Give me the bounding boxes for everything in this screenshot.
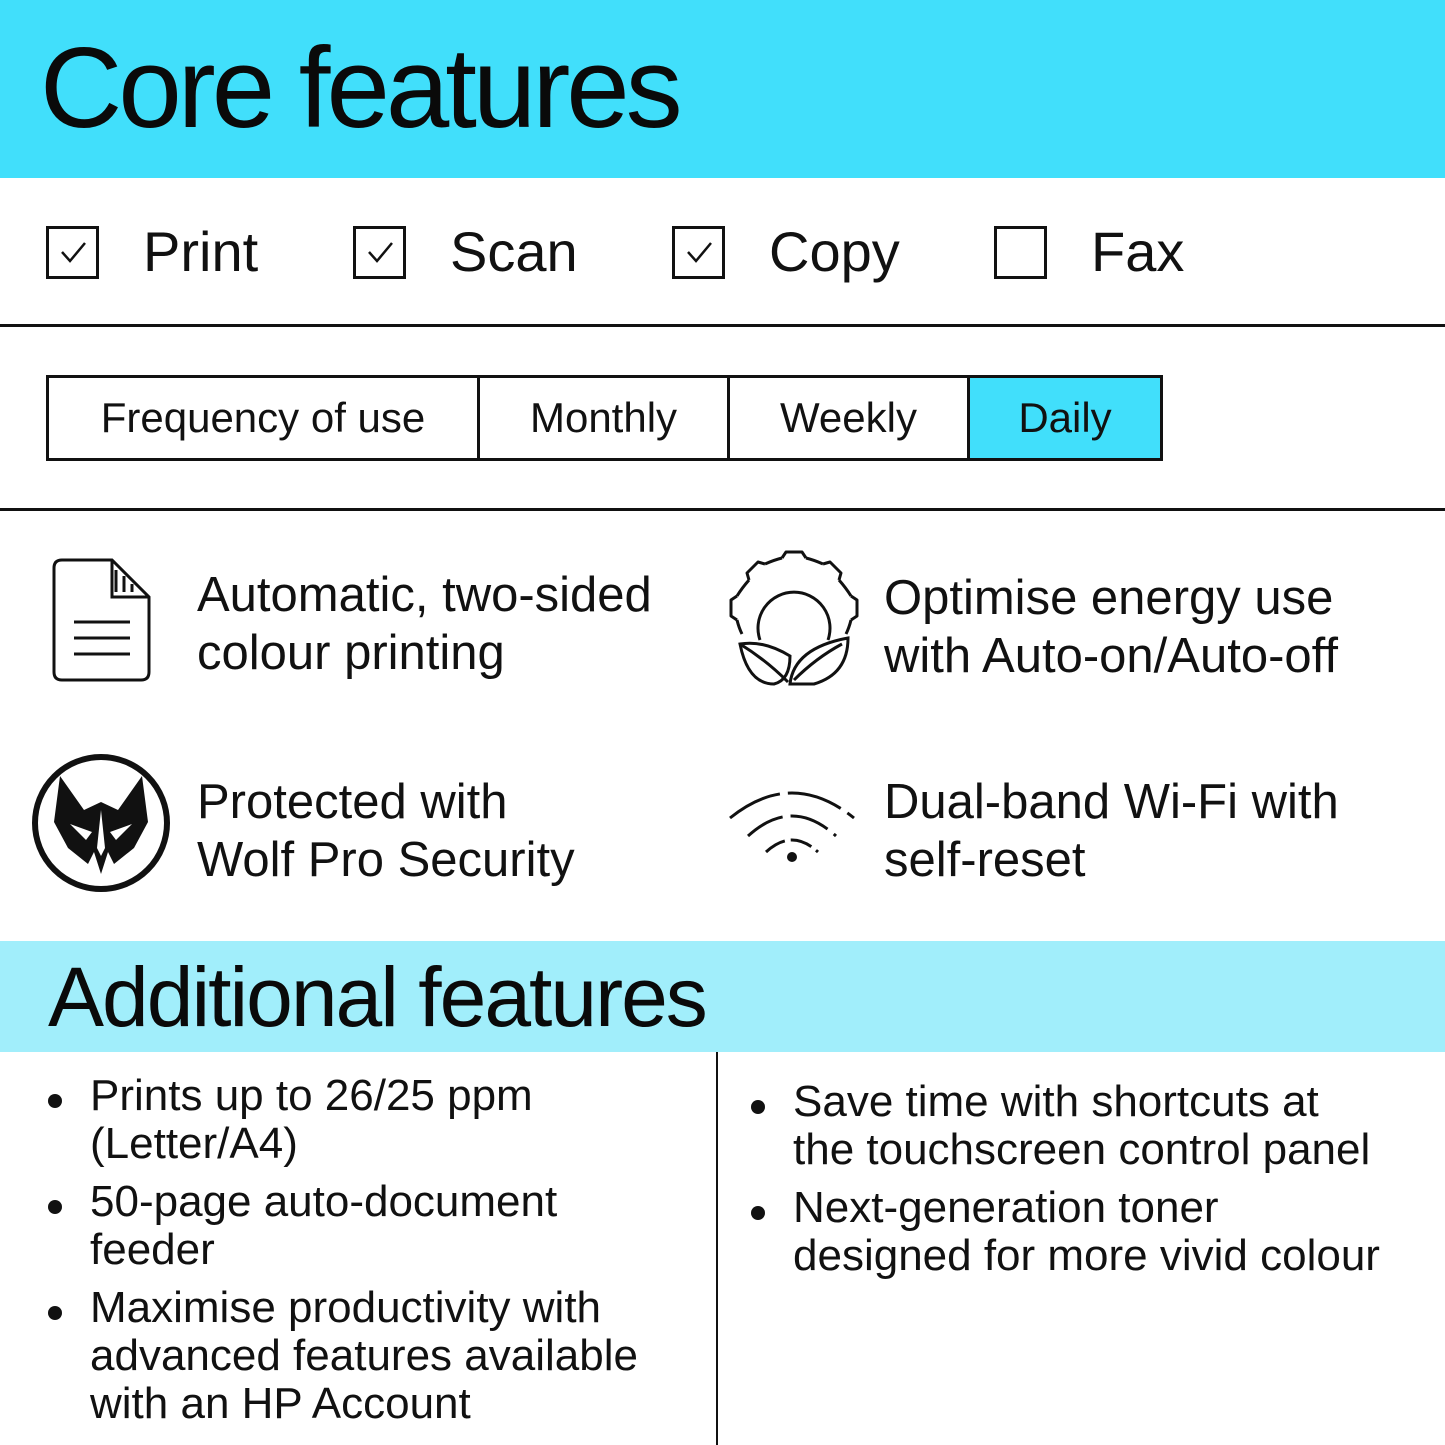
additional-features-header — [0, 941, 1445, 1052]
feature-line: Optimise energy use — [884, 571, 1334, 625]
frequency-section — [0, 327, 1445, 511]
scan-checkbox — [353, 226, 406, 279]
core-features-header — [0, 0, 1445, 178]
feature-line: Protected with — [197, 775, 508, 829]
function-fax — [994, 220, 1185, 283]
additional-list-left — [46, 1072, 706, 1438]
feature-line: colour printing — [197, 626, 505, 680]
frequency-monthly: Monthly — [480, 378, 730, 458]
feature-line: self-reset — [884, 833, 1086, 887]
function-label: Fax — [1091, 220, 1185, 283]
function-copy — [672, 220, 900, 283]
additional-features-title: Additional features — [48, 950, 706, 1044]
function-label: Print — [143, 220, 259, 283]
checkmark-icon — [361, 233, 399, 271]
wifi-icon — [726, 786, 858, 866]
feature-line: with Auto-on/Auto-off — [884, 629, 1338, 683]
feature-line: Wolf Pro Security — [197, 833, 575, 887]
frequency-label: Frequency of use — [49, 378, 480, 458]
wolf-shield-icon — [30, 752, 172, 894]
additional-list-right — [749, 1078, 1439, 1290]
list-item: Maximise productivity with advanced features available with an HP Account — [46, 1284, 706, 1428]
additional-features-body — [0, 1052, 1445, 1445]
gear-leaf-icon — [724, 548, 864, 690]
column-divider — [716, 1052, 718, 1445]
copy-checkbox — [672, 226, 725, 279]
list-item: Save time with shortcuts at the touchscreen control panel — [749, 1078, 1439, 1174]
function-checklist — [0, 178, 1445, 327]
core-features-title: Core features — [40, 25, 679, 152]
print-checkbox — [46, 226, 99, 279]
checkmark-icon — [54, 233, 92, 271]
frequency-scale — [46, 375, 1163, 461]
document-icon — [50, 556, 154, 684]
function-label: Scan — [450, 220, 578, 283]
frequency-daily: Daily — [970, 378, 1160, 458]
function-label: Copy — [769, 220, 900, 283]
feature-line: Dual-band Wi-Fi with — [884, 775, 1339, 829]
function-print — [46, 220, 259, 283]
list-item: Prints up to 26/25 ppm (Letter/A4) — [46, 1072, 706, 1168]
fax-checkbox — [994, 226, 1047, 279]
feature-line: Automatic, two-sided — [197, 568, 652, 622]
function-scan — [353, 220, 578, 283]
checkmark-icon — [680, 233, 718, 271]
list-item: Next-generation toner designed for more vivid colour — [749, 1184, 1439, 1280]
frequency-weekly: Weekly — [730, 378, 970, 458]
list-item: 50-page auto-document feeder — [46, 1178, 706, 1274]
